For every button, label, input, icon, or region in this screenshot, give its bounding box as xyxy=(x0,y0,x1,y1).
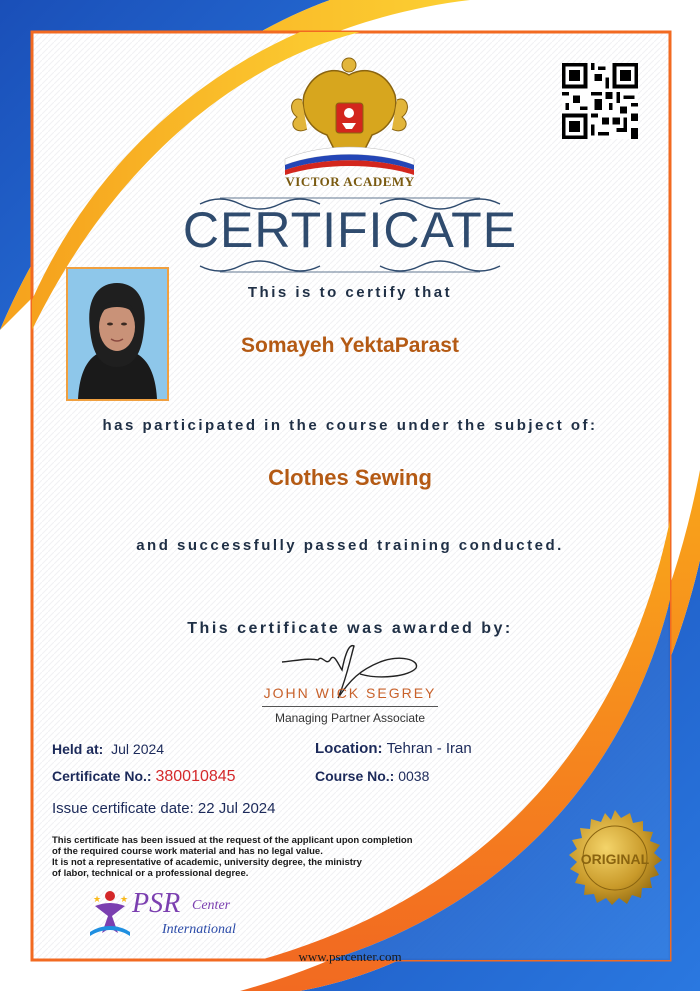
location-row xyxy=(315,740,472,757)
double-headed-eagle-emblem xyxy=(282,55,417,177)
held-at-row xyxy=(52,741,164,757)
awarded-line: This certificate was awarded by: xyxy=(187,620,513,637)
disclaimer-line: It is not a representative of academic, university degree, the ministry xyxy=(52,857,362,868)
recipient-name: Somayeh YektaParast xyxy=(241,334,459,357)
certificate-number-label: Certificate No.: xyxy=(52,768,152,784)
certificate-title: CERTIFICATE xyxy=(182,202,518,258)
signature-line xyxy=(262,706,438,707)
issue-date-value: 22 Jul 2024 xyxy=(197,800,276,817)
course-name: Clothes Sewing xyxy=(268,465,432,490)
psr-logo-main: PSR xyxy=(132,888,181,919)
course-number-value: 0038 xyxy=(398,768,430,784)
psr-logo-center: Center xyxy=(192,898,231,913)
certificate-number-value: 380010845 xyxy=(155,768,236,785)
disclaimer-line: of labor, technical or a professional degree. xyxy=(52,868,249,879)
certificate-number-row xyxy=(52,768,236,786)
issue-date-label: Issue certificate date: xyxy=(52,800,194,817)
certify-line: This is to certify that xyxy=(247,284,453,301)
location-label: Location: xyxy=(315,740,383,757)
course-number-label: Course No.: xyxy=(315,768,395,784)
original-gold-seal xyxy=(565,808,665,908)
disclaimer xyxy=(52,835,472,879)
academy-name: VICTOR ACADEMY xyxy=(285,174,415,189)
qr-code-icon[interactable] xyxy=(562,63,638,139)
held-at-label: Held at: xyxy=(52,741,104,757)
passed-line: and successfully passed training conducted. xyxy=(136,537,564,554)
disclaimer-line: of the required course work material and has no legal value. xyxy=(52,846,323,857)
svg-text:★: ★ xyxy=(120,894,129,904)
location-value: Tehran - Iran xyxy=(386,740,472,757)
disclaimer-line: This certificate has been issued at the request of the applicant upon completion xyxy=(52,835,413,846)
signer-role: Managing Partner Associate xyxy=(274,711,426,725)
seal-text: ORIGINAL xyxy=(580,851,650,867)
issue-date-row xyxy=(52,800,276,817)
website-link[interactable]: www.psrcenter.com xyxy=(298,949,402,964)
psr-center-logo xyxy=(90,888,260,946)
held-at-value: Jul 2024 xyxy=(111,741,165,757)
participated-line: has participated in the course under the subject of: xyxy=(102,417,598,434)
svg-text:★: ★ xyxy=(93,894,102,904)
psr-logo-figure-icon xyxy=(90,888,130,938)
psr-logo-international: International xyxy=(162,922,236,937)
course-number-row xyxy=(315,768,429,784)
signer-name: JOHN WICK SEGREY xyxy=(263,685,437,701)
